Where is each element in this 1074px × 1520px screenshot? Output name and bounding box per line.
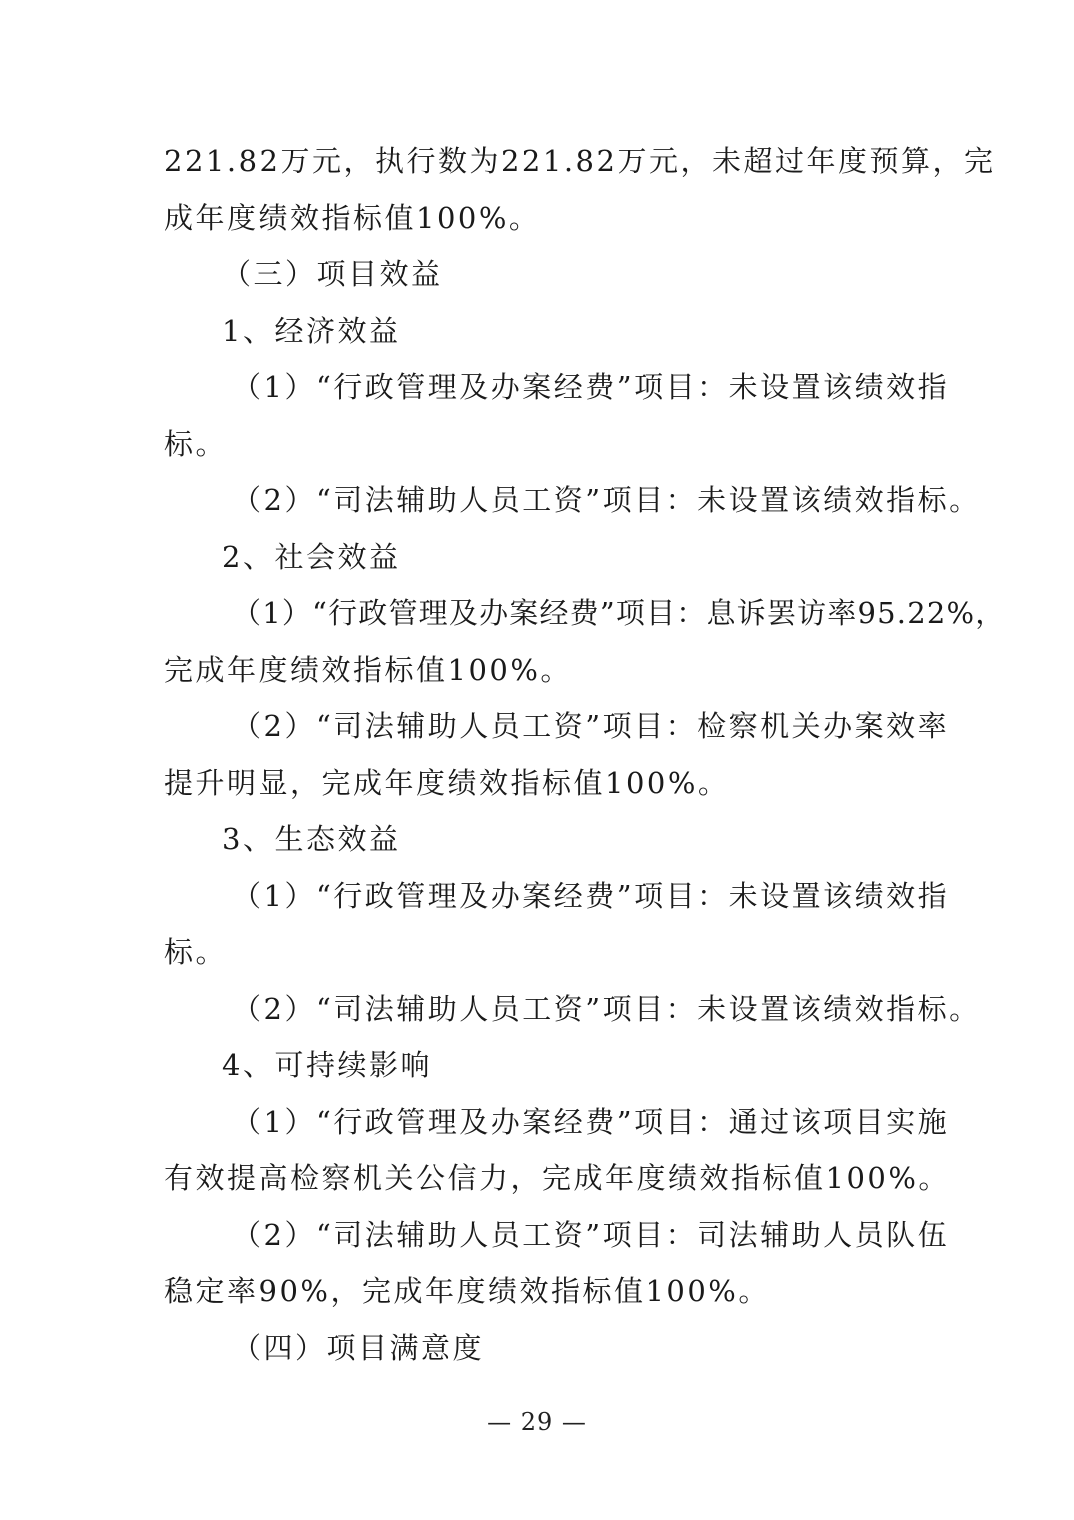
paragraph-line: （2）“司法辅助人员工资”项目：未设置该绩效指标。 <box>232 483 981 517</box>
paragraph-line: 标。 <box>164 426 228 461</box>
paragraph-line: 提升明显，完成年度绩效指标值100%。 <box>164 765 730 800</box>
paragraph-line: 标。 <box>164 935 228 969</box>
paragraph-line: 有效提高检察机关公信力，完成年度绩效指标值100%。 <box>164 1161 950 1195</box>
subsection-heading: 1、经济效益 <box>222 313 401 348</box>
document-body <box>164 133 1006 1376</box>
paragraph-line: 221.82万元，执行数为221.82万元，未超过年度预算，完 <box>164 144 996 178</box>
page-number: — 29 — <box>487 1408 587 1436</box>
subsection-heading: 4、可持续影响 <box>222 1048 432 1082</box>
paragraph-line: （2）“司法辅助人员工资”项目：司法辅助人员队伍 <box>232 1217 950 1252</box>
paragraph-line: 成年度绩效指标值100%。 <box>164 200 541 235</box>
paragraph-line: （2）“司法辅助人员工资”项目：检察机关办案效率 <box>232 709 950 743</box>
paragraph-line: （1）“行政管理及办案经费”项目：未设置该绩效指 <box>232 370 950 404</box>
subsection-heading: 2、社会效益 <box>222 539 401 574</box>
paragraph-line: 完成年度绩效指标值100%。 <box>164 652 572 687</box>
section-heading: （四）项目满意度 <box>232 1330 485 1365</box>
subsection-heading: 3、生态效益 <box>222 822 401 856</box>
paragraph-line: （1）“行政管理及办案经费”项目：未设置该绩效指 <box>232 878 950 913</box>
paragraph-line: （1）“行政管理及办案经费”项目：息诉罢访率95.22%， <box>232 596 1006 630</box>
paragraph-line: （2）“司法辅助人员工资”项目：未设置该绩效指标。 <box>232 991 981 1026</box>
paragraph-line: 稳定率90%，完成年度绩效指标值100%。 <box>164 1274 770 1308</box>
paragraph-line: （1）“行政管理及办案经费”项目：通过该项目实施 <box>232 1104 950 1139</box>
section-heading: （三）项目效益 <box>222 257 443 291</box>
